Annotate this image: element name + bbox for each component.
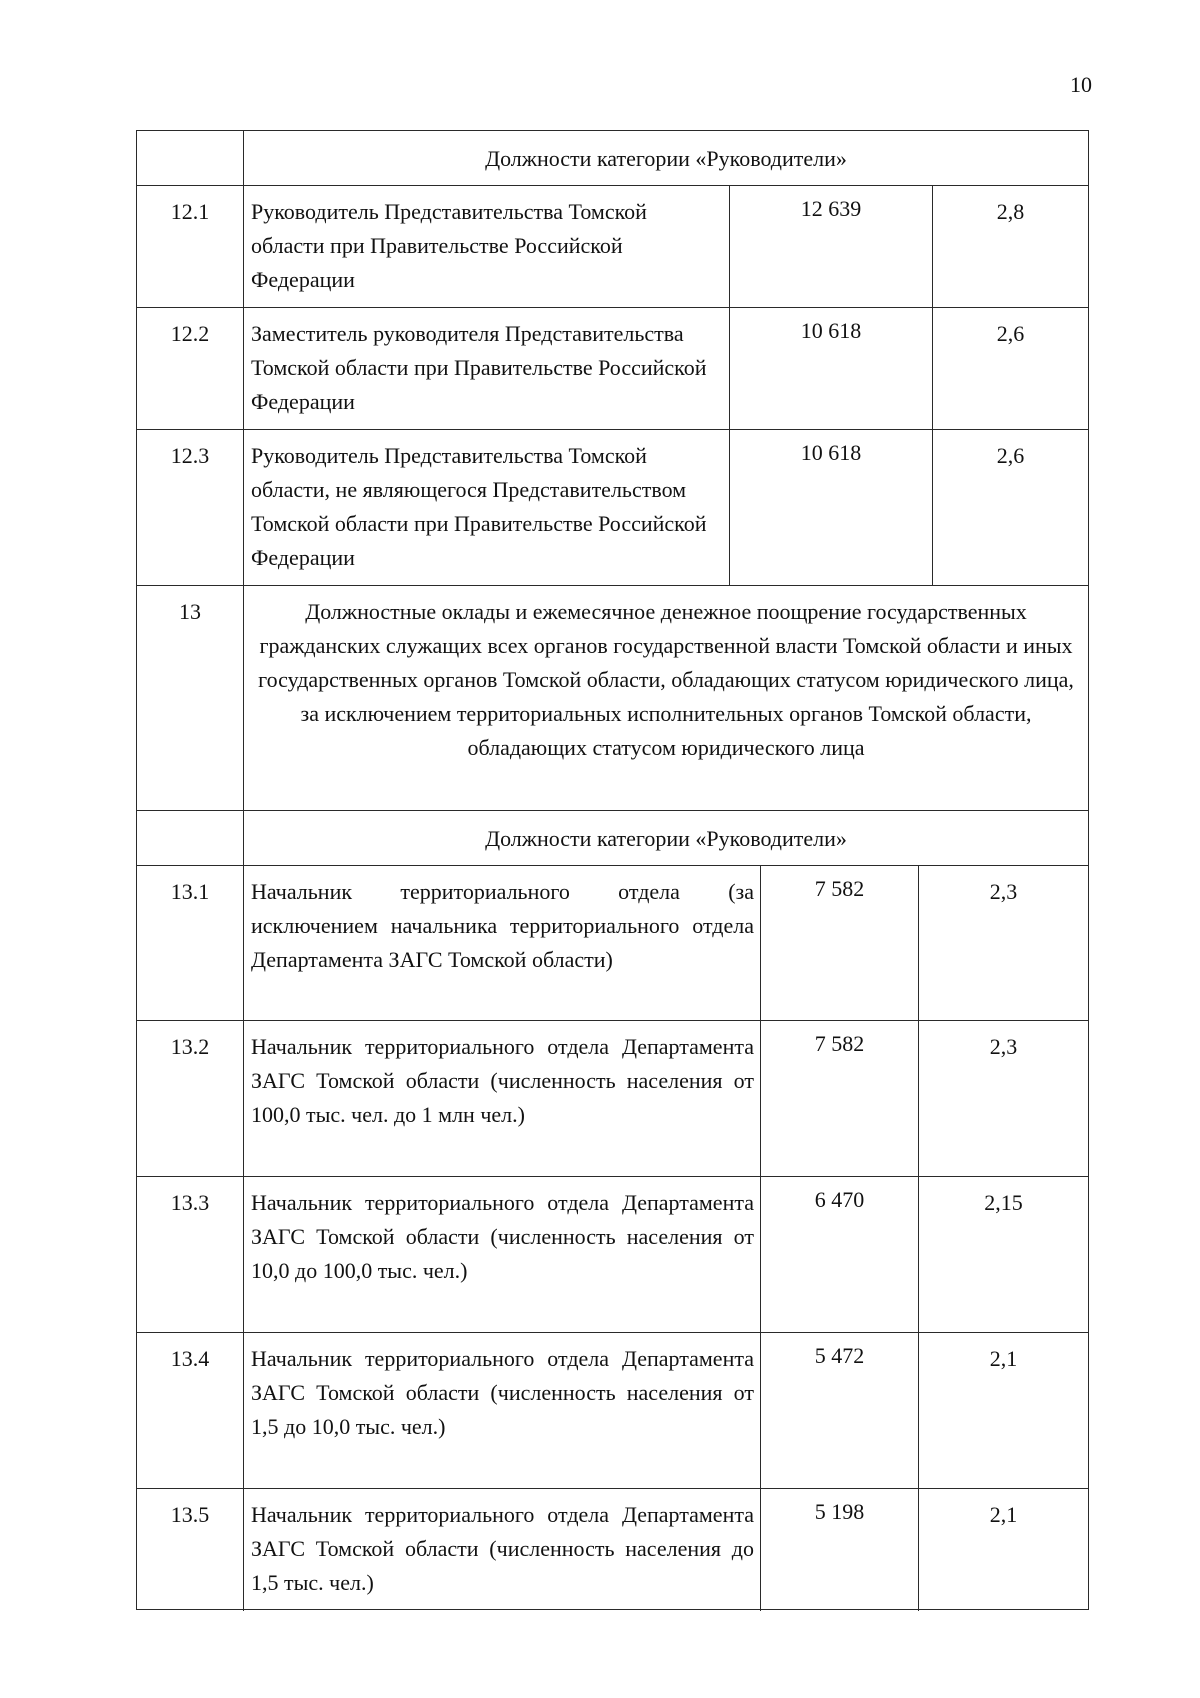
salary-value: 5 198 — [761, 1489, 919, 1611]
coefficient-value: 2,3 — [989, 1034, 1018, 1059]
page-number: 10 — [1070, 72, 1092, 97]
category-header-row — [137, 811, 1088, 866]
coefficient-value: 2,6 — [996, 443, 1025, 468]
position-name: Начальник территориального отдела Департамента ЗАГС Томской области (численность населения до 1,5 тыс. чел.) — [244, 1489, 761, 1611]
table-row — [137, 1333, 1088, 1489]
row-number: 13.5 — [137, 1489, 244, 1611]
table-row — [137, 866, 1088, 1021]
section-number: 13 — [137, 586, 244, 810]
coefficient-value: 2,3 — [989, 879, 1018, 904]
salary-value: 7 582 — [761, 1021, 919, 1176]
salary-table — [136, 130, 1089, 866]
salary-value: 10 618 — [730, 308, 933, 429]
coefficient-value: 2,6 — [996, 321, 1025, 346]
row-number: 12.3 — [137, 430, 244, 585]
category-header-row — [137, 131, 1088, 186]
position-name: Начальник территориального отдела Департамента ЗАГС Томской области (численность населения от 100,0 тыс. чел. до 1 млн чел.) — [244, 1021, 761, 1176]
position-name: Начальник территориального отдела Департамента ЗАГС Томской области (численность населения от 1,5 до 10,0 тыс. чел.) — [244, 1333, 761, 1488]
row-number: 13.4 — [137, 1333, 244, 1488]
coefficient-value: 2,1 — [989, 1502, 1018, 1527]
category-header: Должности категории «Руководители» — [485, 146, 847, 171]
salary-table-lower — [136, 865, 1089, 1610]
row-number-cell — [137, 131, 244, 185]
coefficient-value: 2,15 — [984, 1190, 1023, 1215]
position-name: Руководитель Представительства Томской области, не являющегося Представительством Томской области при Правительстве Российской Федерации — [244, 430, 730, 585]
table-row — [137, 308, 1088, 430]
salary-value: 10 618 — [730, 430, 933, 585]
salary-value: 6 470 — [761, 1177, 919, 1332]
table-row — [137, 1489, 1088, 1611]
section-title: Должностные оклады и ежемесячное денежное поощрение государственных гражданских служащих всех органов государственной власти Томской области и иных государственных органов Томской области, обладающих статусом юридического лица, за исключением территориальных исполнительных органов Томской области, обладающих статусом юридического лица — [258, 599, 1074, 760]
row-number: 12.2 — [137, 308, 244, 429]
position-name: Начальник территориального отдела (за исключением начальника территориального отдела Департамента ЗАГС Томской области) — [244, 866, 761, 1020]
table-row — [137, 1177, 1088, 1333]
position-name: Руководитель Представительства Томской области при Правительстве Российской Федерации — [244, 186, 730, 307]
section-title-row — [137, 586, 1088, 811]
table-row — [137, 430, 1088, 586]
row-number-cell — [137, 811, 244, 866]
row-number: 12.1 — [137, 186, 244, 307]
row-number: 13.2 — [137, 1021, 244, 1176]
coefficient-value: 2,1 — [989, 1346, 1018, 1371]
table-row — [137, 1021, 1088, 1177]
position-name: Заместитель руководителя Представительства Томской области при Правительстве Российской Федерации — [244, 308, 730, 429]
table-row — [137, 186, 1088, 308]
category-header: Должности категории «Руководители» — [485, 826, 847, 851]
coefficient-value: 2,8 — [996, 199, 1025, 224]
row-number: 13.1 — [137, 866, 244, 1020]
salary-value: 12 639 — [730, 186, 933, 307]
salary-value: 7 582 — [761, 866, 919, 1020]
row-number: 13.3 — [137, 1177, 244, 1332]
salary-value: 5 472 — [761, 1333, 919, 1488]
position-name: Начальник территориального отдела Департамента ЗАГС Томской области (численность населения от 10,0 до 100,0 тыс. чел.) — [244, 1177, 761, 1332]
